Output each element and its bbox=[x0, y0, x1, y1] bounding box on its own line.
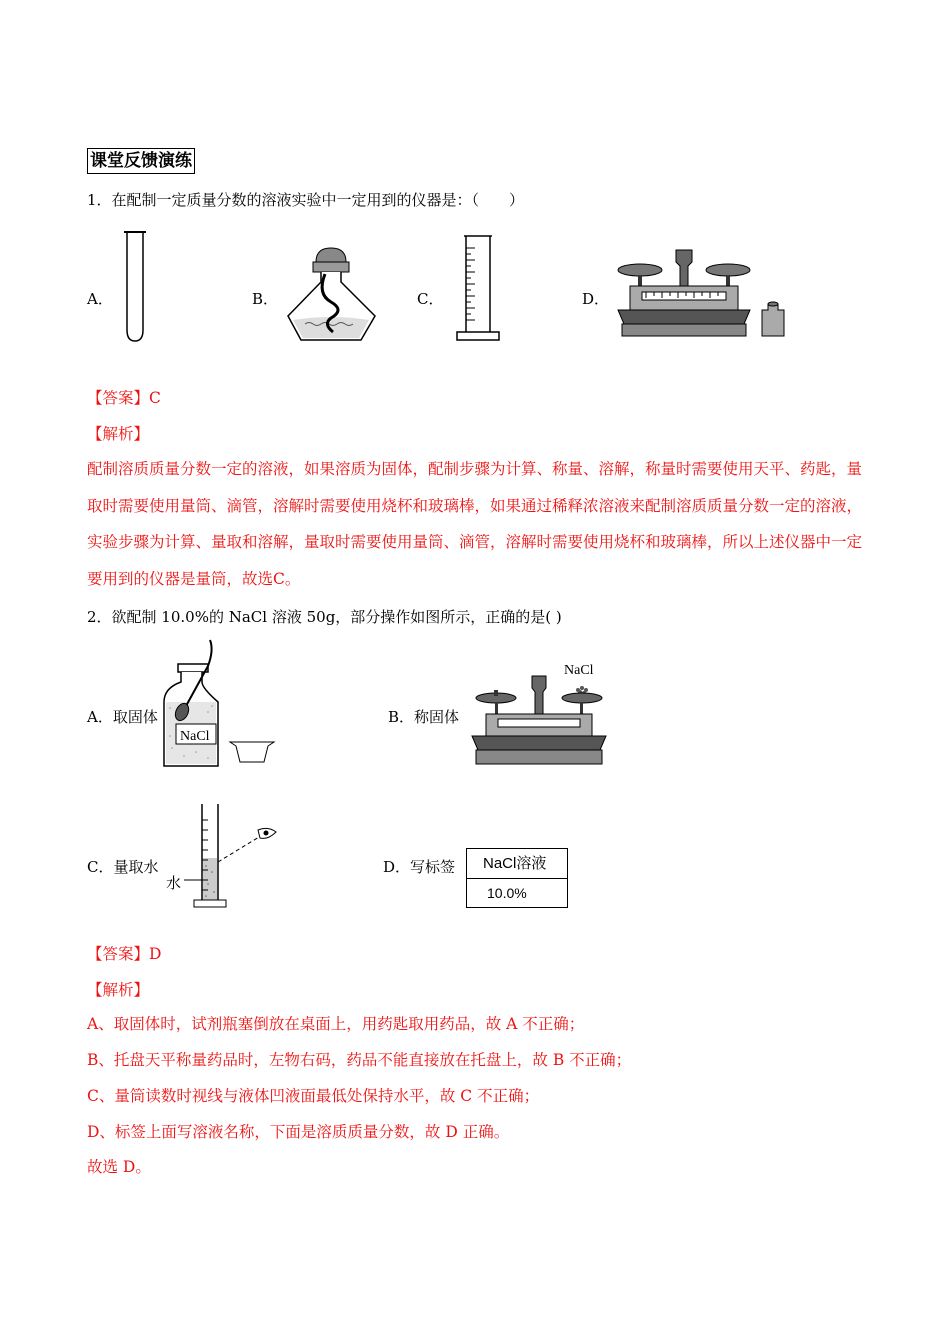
cylinder-reading-icon bbox=[166, 800, 286, 912]
q2-option-b: B．称固体 bbox=[388, 708, 460, 726]
q2-analysis-label: 【解析】 bbox=[87, 981, 150, 999]
water-label: 水 bbox=[166, 874, 182, 892]
q1-option-d: D． bbox=[582, 290, 610, 308]
q2-option-d: D．写标签 bbox=[383, 858, 456, 876]
q1-option-b: B． bbox=[252, 290, 279, 308]
balance-icon bbox=[616, 242, 792, 342]
label-solution-name: NaCl溶液 bbox=[467, 849, 567, 879]
balance-nacl-label: NaCl bbox=[564, 663, 594, 678]
reagent-jar-icon bbox=[162, 636, 292, 770]
q1-analysis: 配制溶质质量分数一定的溶液，如果溶质为固体，配制步骤为计算、称量、溶解，称量时需要使用天平、药匙，量取时需要使用量筒、滴管，溶解时需要使用烧杯和玻璃棒，如果通过稀释浓溶液来配制溶质质量分数一定的溶液，实验步骤为计算、量取和溶解，量取时需要使用量筒、滴管，溶解时需要使用烧杯和玻璃棒，所以上述仪器中一定要用到的仪器是量筒，故选C。 bbox=[87, 460, 863, 588]
section-title: 课堂反馈演练 bbox=[87, 148, 195, 174]
q2-analysis-line-4: D、标签上面写溶液名称，下面是溶质质量分数，故 D 正确。 bbox=[87, 1123, 510, 1141]
q1-analysis-label: 【解析】 bbox=[87, 425, 150, 443]
q2-option-c: C．量取水 bbox=[87, 858, 159, 876]
q2-analysis-line-1: A、取固体时，试剂瓶塞倒放在桌面上，用药匙取用药品，故 A 不正确； bbox=[87, 1015, 585, 1033]
jar-label: NaCl bbox=[180, 729, 210, 744]
q1-option-a: A． bbox=[87, 290, 113, 308]
q2-analysis-line-5: 故选 D。 bbox=[87, 1158, 151, 1176]
q1-answer: 【答案】C bbox=[87, 389, 161, 407]
q2-answer: 【答案】D bbox=[87, 945, 162, 963]
q2-analysis-line-2: B、托盘天平称量药品时，左物右码，药品不能直接放在托盘上，故 B 不正确； bbox=[87, 1051, 632, 1069]
label-concentration: 10.0% bbox=[487, 885, 527, 901]
q1-stem: 1．在配制一定质量分数的溶液实验中一定用到的仪器是：（ ） bbox=[87, 191, 525, 209]
alcohol-lamp-icon bbox=[283, 244, 383, 346]
q2-option-a: A．取固体 bbox=[87, 708, 158, 726]
test-tube-icon bbox=[120, 228, 150, 344]
q1-option-c: C． bbox=[417, 290, 444, 308]
solution-label-box bbox=[466, 848, 568, 908]
q2-stem: 2．欲配制 10.0%的 NaCl 溶液 50g，部分操作如图所示，正确的是( ) bbox=[87, 608, 562, 626]
q2-analysis-line-3: C、量筒读数时视线与液体凹液面最低处保持水平，故 C 不正确； bbox=[87, 1087, 540, 1105]
balance-nacl-icon bbox=[470, 658, 610, 770]
graduated-cylinder-icon bbox=[455, 234, 501, 346]
